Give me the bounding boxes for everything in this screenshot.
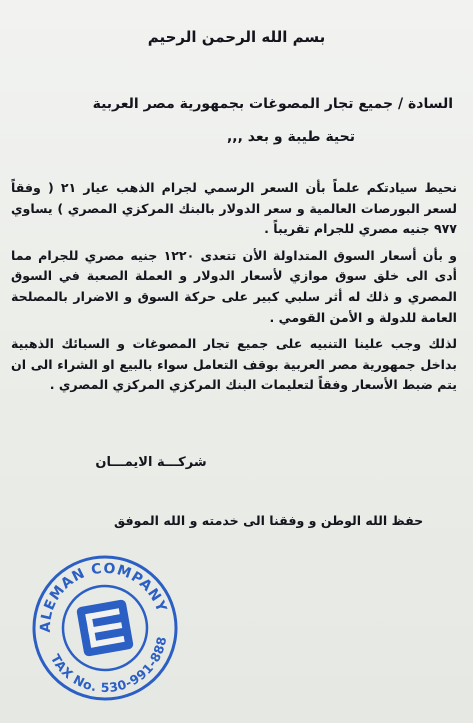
closing-line: حفظ الله الوطن و وفقنا الى خدمته و الله الموفق	[114, 513, 424, 528]
stamp-seal-icon	[30, 553, 180, 703]
company-stamp	[30, 553, 180, 703]
addressee-line: السادة / جميع تجار المصوغات بجمهورية مصر العربية	[92, 96, 453, 112]
body-paragraph-2: و بأن أسعار السوق المتداولة الأن تتعدى ١٢٢٠ جنيه مصري للجرام مما أدى الى خلق سوق موازي لأسعار الدولار و العملة الصعبة في السوق المصري و ذلك له أثر سلبي كبير على حركة السوق و الاضرار بالمصلحة العامة للدولة و الأمن القومي .	[11, 247, 457, 325]
svg-text:ALEMAN COMPANY: ALEMAN COMPANY	[37, 560, 170, 633]
basmala-heading: بسم الله الرحمن الرحيم	[147, 28, 326, 46]
body-paragraph-3: لذلك وجب علينا التنبيه على جميع تجار المصوغات و السبائك الذهبية بداخل جمهورية مصر العربية بوقف التعامل سواء بالبيع او الشراء الى ان يتم ضبط الأسعار وفقاً لتعليمات البنك المركزي المركزي المصري .	[11, 336, 457, 393]
company-signature: شركـــة الايمـــان	[95, 455, 207, 470]
svg-text:TAX No. 530-991-888: TAX No. 530-991-888	[47, 635, 170, 695]
letter-body	[11, 178, 457, 402]
greeting-line: تحية طيبة و بعد ,,,	[226, 129, 355, 145]
body-paragraph-1: نحيط سيادتكم علماً بأن السعر الرسمي لجرام الذهب عيار ٢١ ( وفقاً لسعر البورصات العالمية و سعر الدولار بالبنك المركزي المصري ) يساوي ٩٧٧ جنيه مصري للجرام تقريباً .	[11, 180, 457, 237]
